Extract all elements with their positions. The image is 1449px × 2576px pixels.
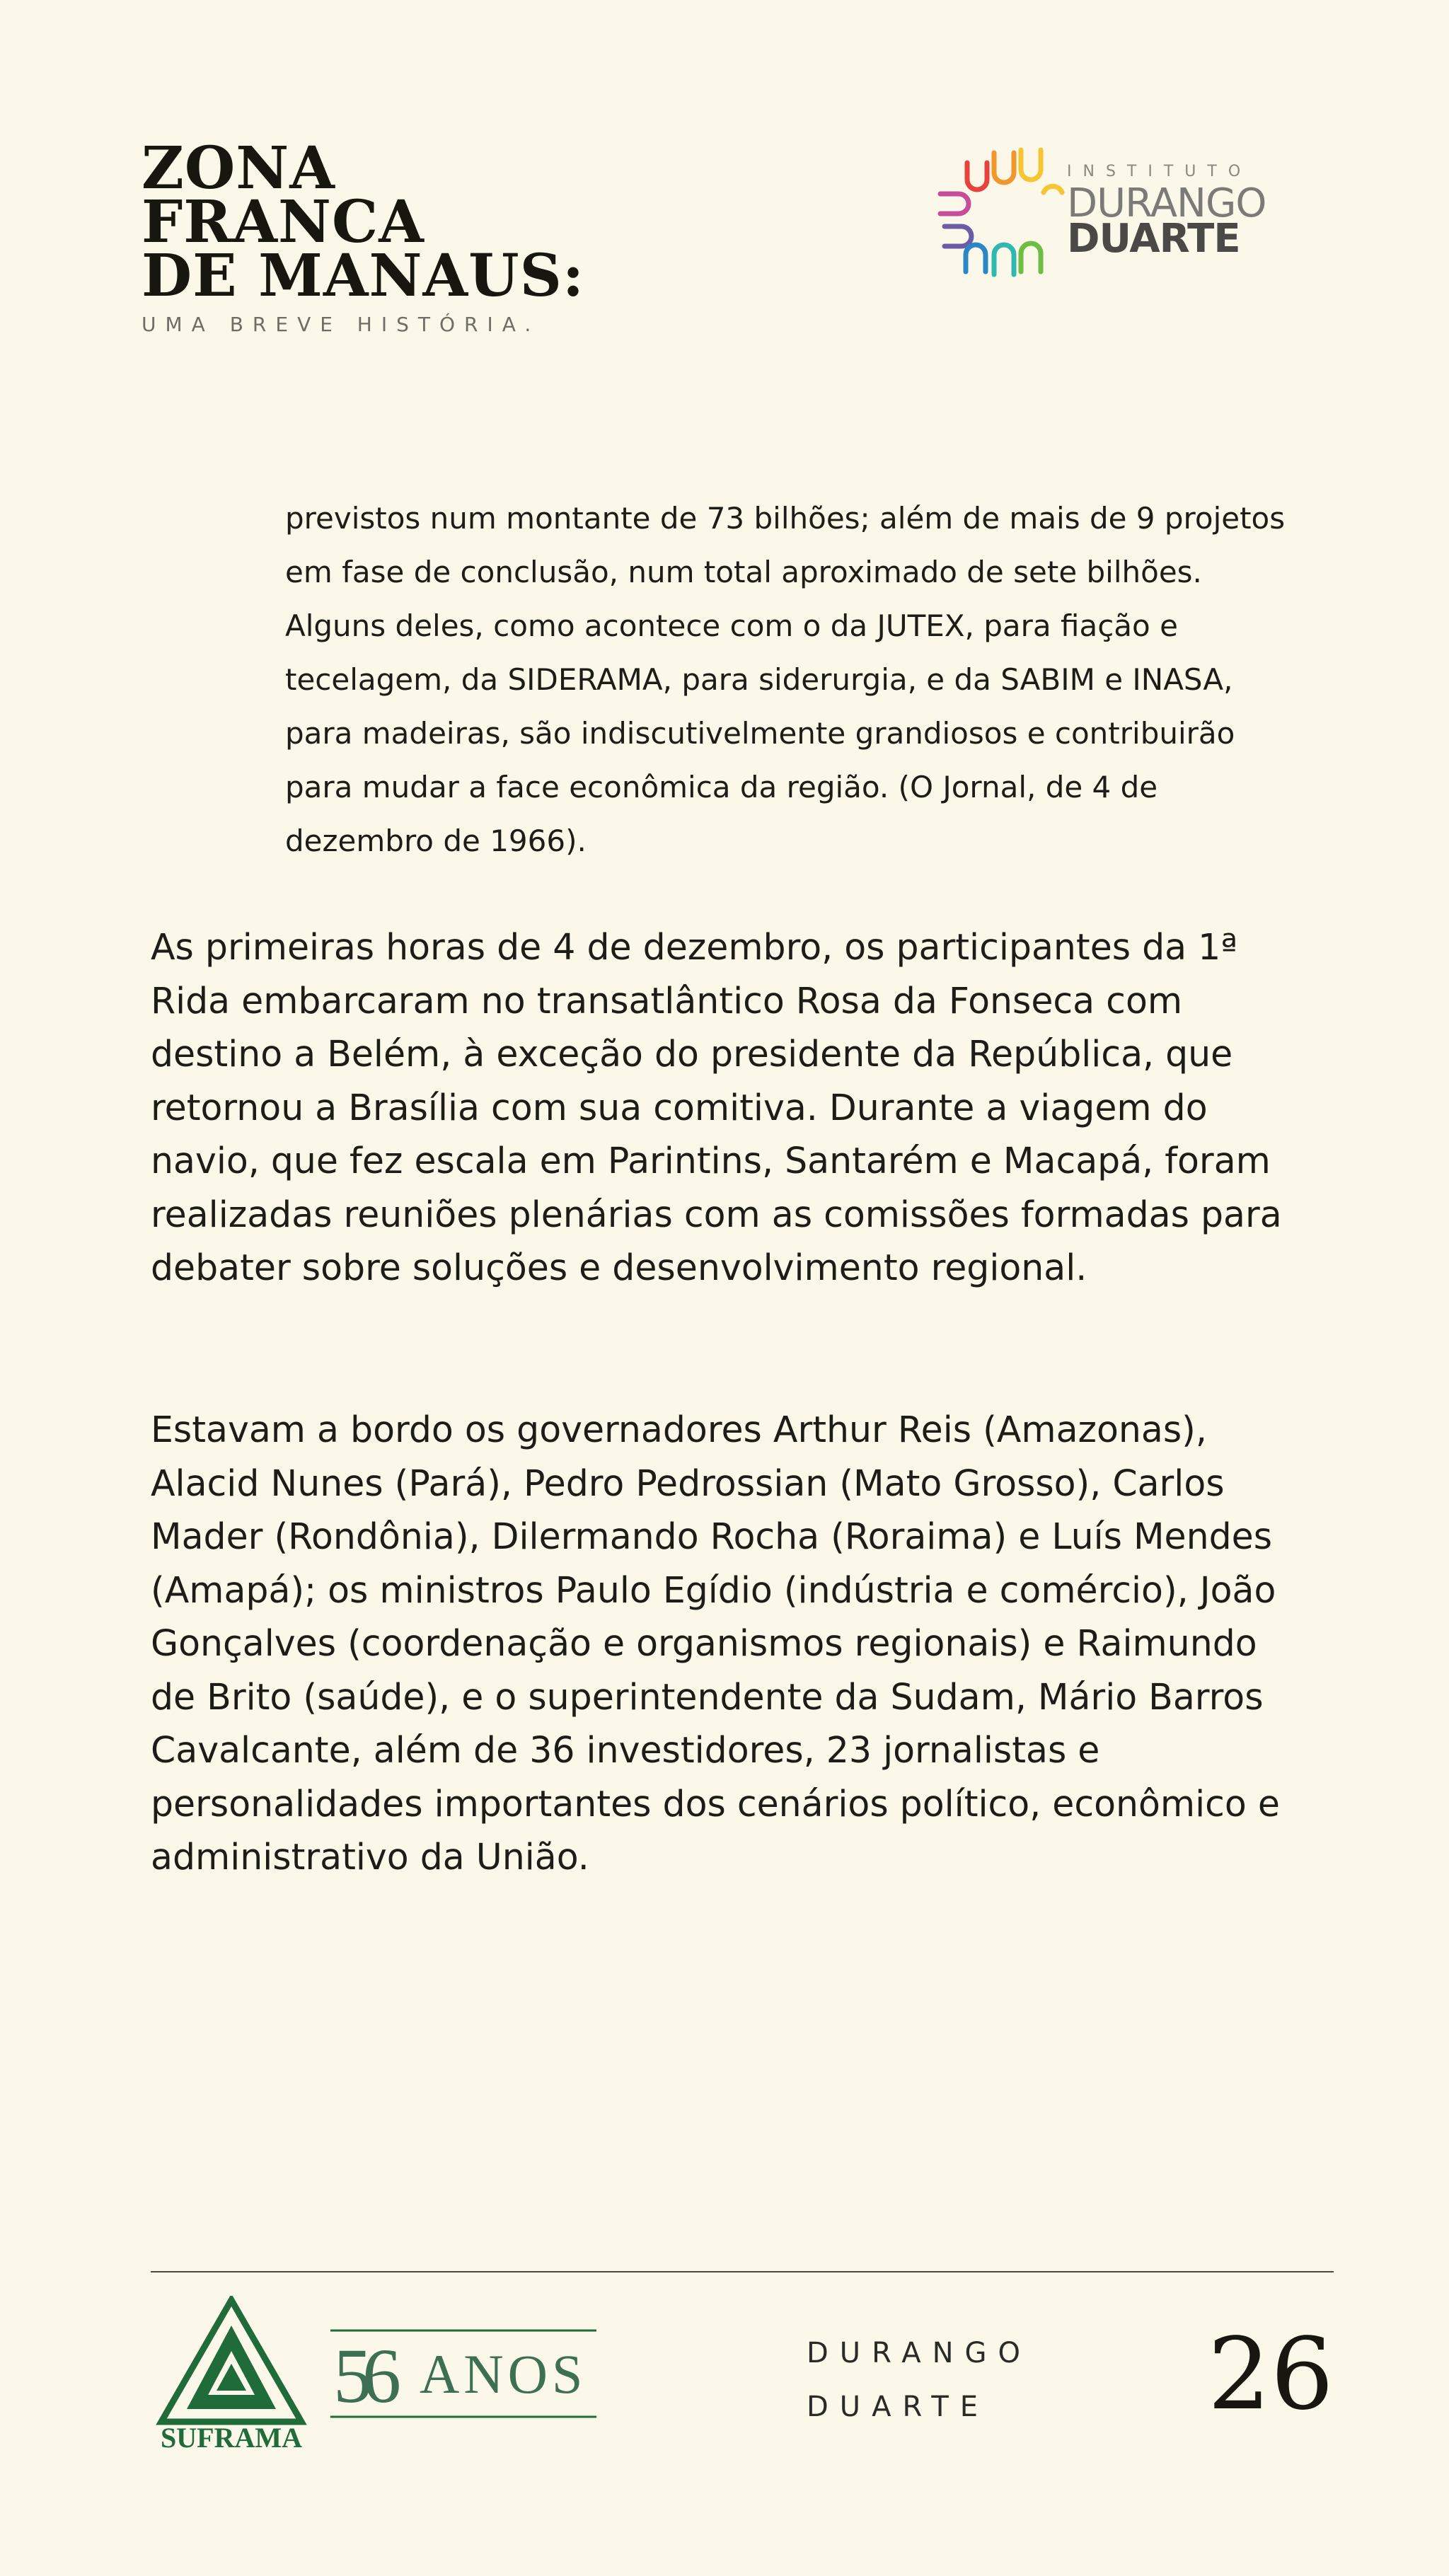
- author-signature: [807, 2326, 1032, 2434]
- title-line-1: ZONA: [142, 134, 335, 202]
- page-number: 26: [1207, 2317, 1334, 2432]
- instituto-durango-duarte-logo: [937, 147, 1277, 282]
- logo-instituto-label: INSTITUTO: [1067, 163, 1252, 180]
- rainbow-arcs-icon: [937, 147, 1065, 282]
- document-subtitle: UMA BREVE HISTÓRIA.: [142, 313, 541, 336]
- title-line-3: DE MANAUS:: [142, 242, 585, 310]
- anos-word: ANOS: [420, 2343, 587, 2405]
- title-line-2: FRANCA: [142, 188, 425, 256]
- document-title: [142, 134, 585, 336]
- 56-anos-emblem: [329, 2328, 598, 2420]
- author-line-1: DURANGO: [807, 2337, 1032, 2369]
- logo-duarte-label: DUARTE: [1067, 216, 1240, 262]
- body-paragraph-2: Estavam a bordo os governadores Arthur Reis (Amazonas), Alacid Nunes (Pará), Pedro Pedrossian (Mato Grosso), Carlos Mader (Rondônia), Dilermando Rocha (Roraima) e Luís Mendes (Amapá); os ministros Paulo Egídio (indústria e comércio), João Gonçalves (coordenação e organismos regionais) e Raimundo de Brito (saúde), e o superintendente da Sudam, Mário Barros Cavalcante, além de 36 investidores, 23 jornalistas e personalidades importantes dos cenários político, econômico e administrativo da União.: [151, 1409, 1280, 1878]
- block-quote: previstos num montante de 73 bilhões; além de mais de 9 projetos em fase de conclusão, num total aproximado de sete bilhões. Alguns deles, como acontece com o da JUTEX, para fiação e tecelagem, da SIDERAMA, para siderurgia, e da SABIM e INASA, para madeiras, são indiscutivelmente grandiosos e contribuirão para mudar a face econômica da região. (O Jornal, de 4 de dezembro de 1966).: [285, 501, 1286, 858]
- suframa-label: SUFRAMA: [161, 2422, 302, 2451]
- suframa-logo: [156, 2296, 308, 2451]
- body-paragraph-1: As primeiras horas de 4 de dezembro, os participantes da 1ª Rida embarcaram no transatlântico Rosa da Fonseca com destino a Belém, à exceção do presidente da República, que retornou a Brasília com sua comitiva. Durante a viagem do navio, que fez escala em Parintins, Santarém e Macapá, foram realizadas reuniões plenárias com as comissões formadas para debater sobre soluções e desenvolvimento regional.: [151, 926, 1282, 1288]
- anos-number: 56: [333, 2333, 391, 2419]
- logo-durango-label: DURANGO: [1067, 180, 1266, 226]
- author-line-2: DUARTE: [807, 2391, 990, 2423]
- footer-divider: [151, 2271, 1334, 2272]
